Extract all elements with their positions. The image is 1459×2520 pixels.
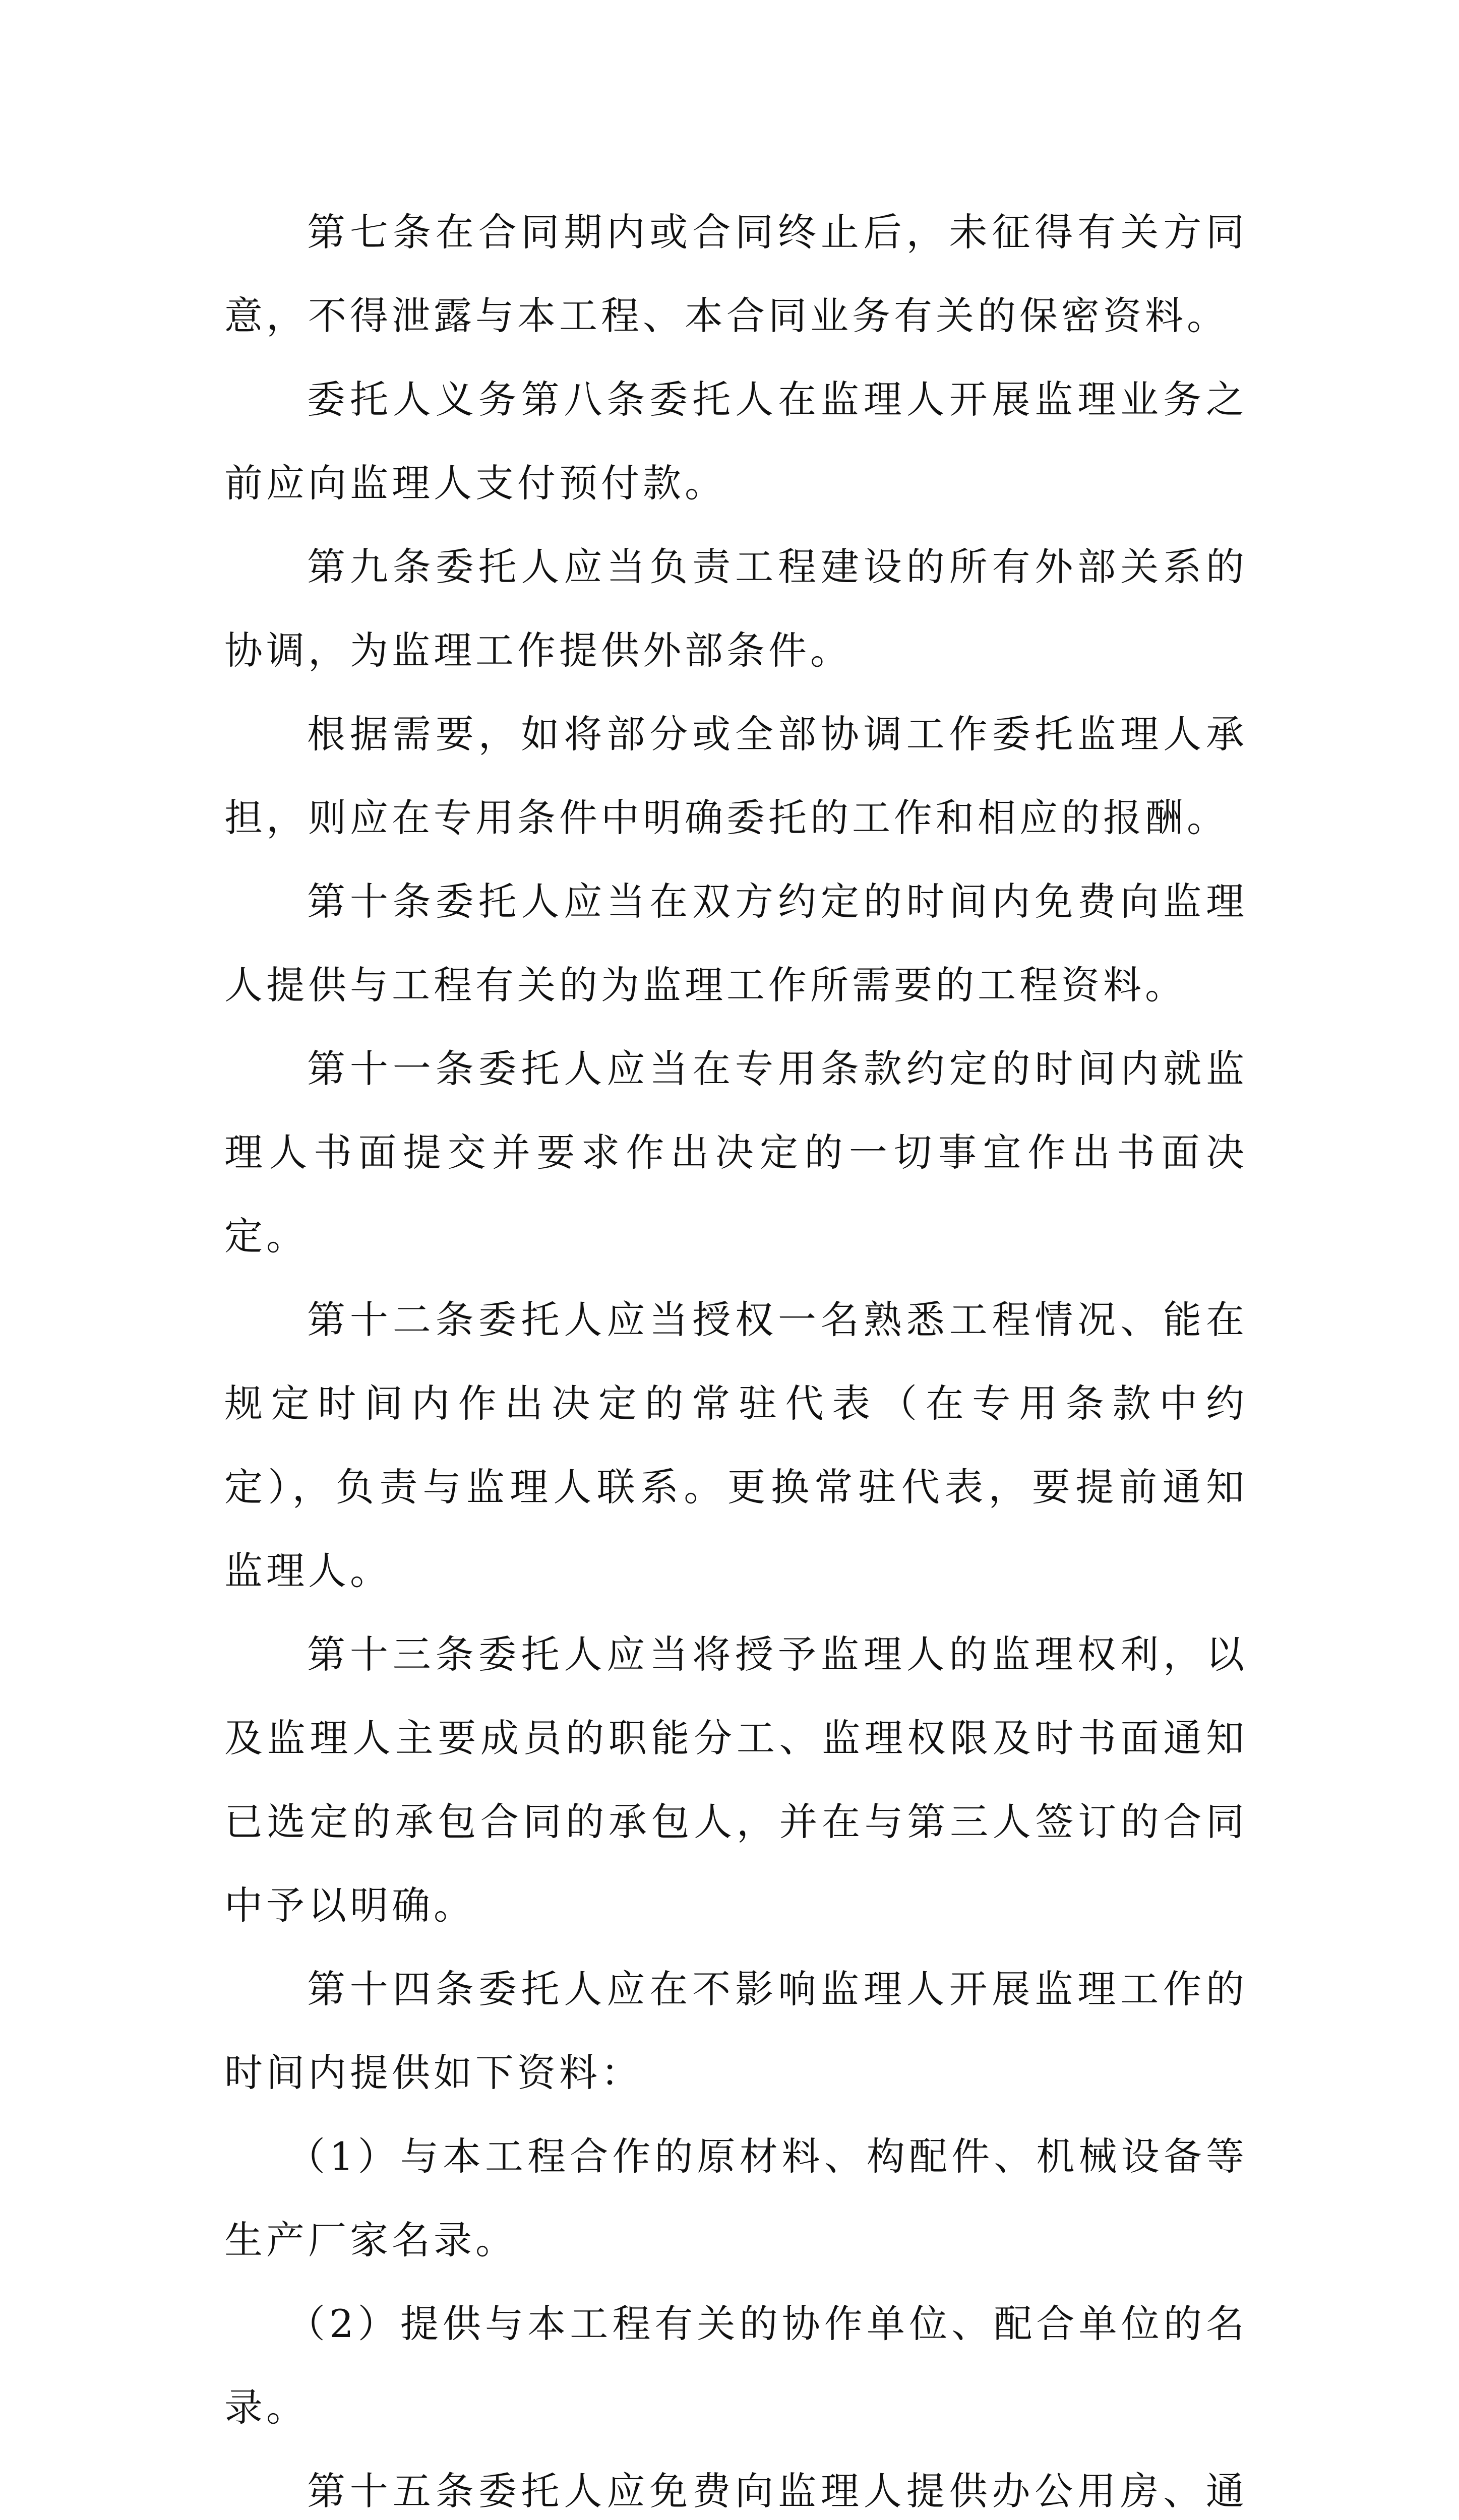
- paragraph-article-8: 委托人义务第八条委托人在监理人开展监理业务之前应向监理人支付预付款。: [224, 377, 1248, 506]
- paragraph-article-9: 第九条委托人应当负责工程建设的所有外部关系的协调，为监理工作提供外部条件。: [224, 544, 1248, 673]
- paragraph-article-14: 第十四条委托人应在不影响监理人开展监理工作的时间内提供如下资料：: [224, 1967, 1248, 2095]
- paragraph-article-12: 第十二条委托人应当授权一名熟悉工程情况、能在规定时间内作出决定的常驻代表（在专用条款中约定），负责与监理人联系。更换常驻代表，要提前通知监理人。: [224, 1297, 1248, 1593]
- paragraph-article-7: 第七条在合同期内或合同终止后，未征得有关方同意，不得泄露与本工程、本合同业务有关的保密资料。: [224, 210, 1248, 338]
- list-item-2: （2）提供与本工程有关的协作单位、配合单位的名录。: [224, 2301, 1248, 2430]
- paragraph-coordination-note: 根据需要，如将部分或全部协调工作委托监理人承担，则应在专用条件中明确委托的工作和相应的报酬。: [224, 712, 1248, 840]
- paragraph-article-13: 第十三条委托人应当将授予监理人的监理权利，以及监理人主要成员的职能分工、监理权限及时书面通知已选定的承包合同的承包人，并在与第三人签订的合同中予以明确。: [224, 1632, 1248, 1928]
- document-body: [224, 191, 1248, 2520]
- paragraph-article-15: 第十五条委托人应免费向监理人提供办公用房、通: [307, 2469, 1248, 2513]
- paragraph-article-10: 第十条委托人应当在双方约定的时间内免费向监理人提供与工程有关的为监理工作所需要的工程资料。: [224, 879, 1248, 1007]
- paragraph-article-11: 第十一条委托人应当在专用条款约定的时间内就监理人书面提交并要求作出决定的一切事宜作出书面决定。: [224, 1046, 1248, 1258]
- list-item-1: （1）与本工程合作的原材料、构配件、机械设备等生产厂家名录。: [224, 2134, 1248, 2262]
